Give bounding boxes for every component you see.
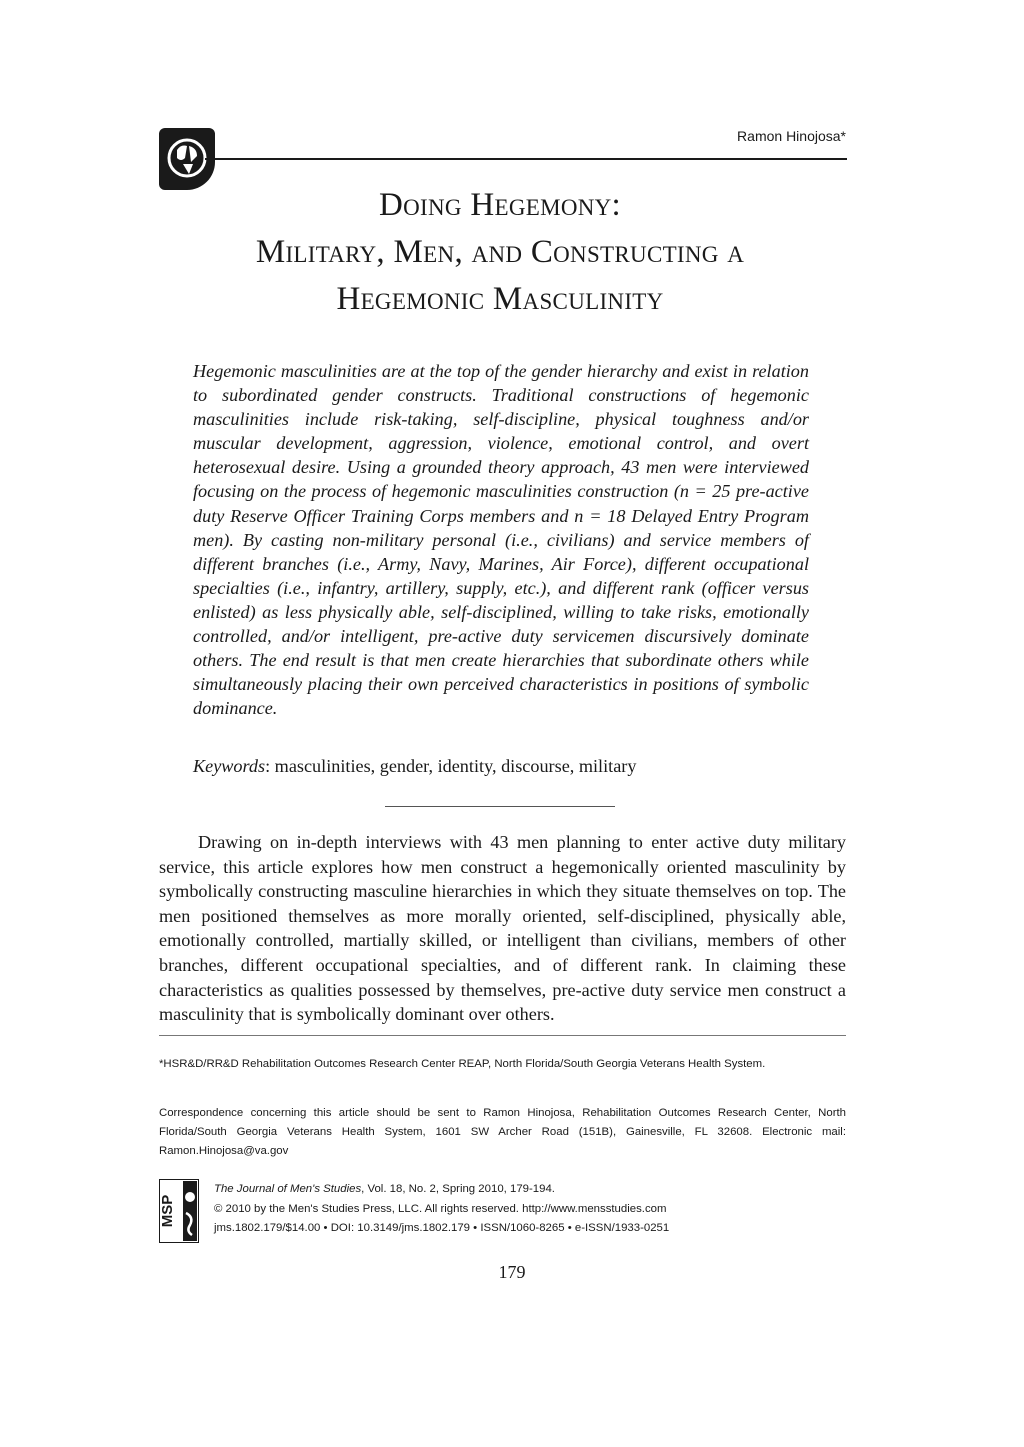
article-title <box>160 182 840 323</box>
header-divider <box>205 158 847 160</box>
journal-citation <box>214 1180 854 1200</box>
journal-copyright: © 2010 by the Men's Studies Press, LLC. All rights reserved. http://www.mensstudies.com <box>214 1202 667 1215</box>
title-line-3: Hegemonic Masculinity <box>336 281 664 317</box>
page-number: 179 <box>498 1262 526 1282</box>
publisher-logo-text: MSP <box>159 1194 176 1228</box>
abstract: Hegemonic masculinities are at the top of the gender hierarchy and exist in relation to subordinated gender constructs. Traditional constructions of hegemonic masculinities include risk-taking, self-discipline, physical toughness and/or muscular development, aggression, violence, emotional control, and overt heterosexual desire. Using a grounded theory approach, 43 men were interviewed focusing on the process of hegemonic masculinities construction (n = 25 pre-active duty Reserve Officer Training Corps members and n = 18 Delayed Entry Program men). By casting non-military personal (i.e., civilians) and service members of different branches (i.e., Army, Navy, Marines, Air Force), different occupational specialties (i.e., infantry, artillery, supply, etc.), and different rank (officer versus enlisted) as less physically able, self-disciplined, willing to take risks, emotionally controlled, and/or intelligent, pre-active duty servicemen discursively dominate others. The end result is that men create hierarchies that subordinate others while simultaneously placing their own perceived characteristics in positions of symbolic dominance. <box>193 361 809 719</box>
publisher-logo-icon <box>159 1179 199 1243</box>
journal-info <box>214 1180 854 1239</box>
journal-volume: , Vol. 18, No. 2, Spring 2010, 179-194. <box>361 1183 555 1195</box>
journal-name: The Journal of Men's Studies <box>214 1183 362 1195</box>
affiliation-footnote: *HSR&D/RR&D Rehabilitation Outcomes Research Center REAP, North Florida/South Georgia Veterans Health System. <box>159 1058 766 1070</box>
keywords <box>193 754 809 778</box>
body-paragraph: Drawing on in-depth interviews with 43 men planning to enter active duty military service, this article explores how men construct a hegemonically oriented masculinity by symbolically constructing masculine hierarchies in which they situate themselves on top. The men positioned themselves as more morally oriented, self-disciplined, physically able, emotionally controlled, martially skilled, or intelligent than civilians, members of other branches, different occupational specialties, and of different rank. In claiming these characteristics as qualities possessed by themselves, pre-active duty service men construct a masculinity that is symbolically dominant over others. <box>159 832 846 1025</box>
correspondence-footnote: Correspondence concerning this article should be sent to Ramon Hinojosa, Rehabilitation Outcomes Research Center, North Florida/South Georgia Veterans Health System, 1601 SW Archer Road (151B), Gainesville, FL 32608. Electronic mail: Ramon.Hinojosa@va.gov <box>159 1107 846 1157</box>
running-head-author: Ramon Hinojosa* <box>737 128 846 144</box>
keywords-values: : masculinities, gender, identity, discourse, military <box>265 756 637 776</box>
title-line-1: Doing Hegemony: <box>378 187 622 223</box>
section-divider <box>385 806 615 807</box>
keywords-label: Keywords <box>193 756 266 776</box>
journal-identifiers: jms.1802.179/$14.00 • DOI: 10.3149/jms.1802.179 • ISSN/1060-8265 • e-ISSN/1933-0251 <box>214 1222 670 1234</box>
footnote-divider <box>159 1035 846 1036</box>
title-line-2: Military, Men, and Constructing a <box>255 234 745 270</box>
